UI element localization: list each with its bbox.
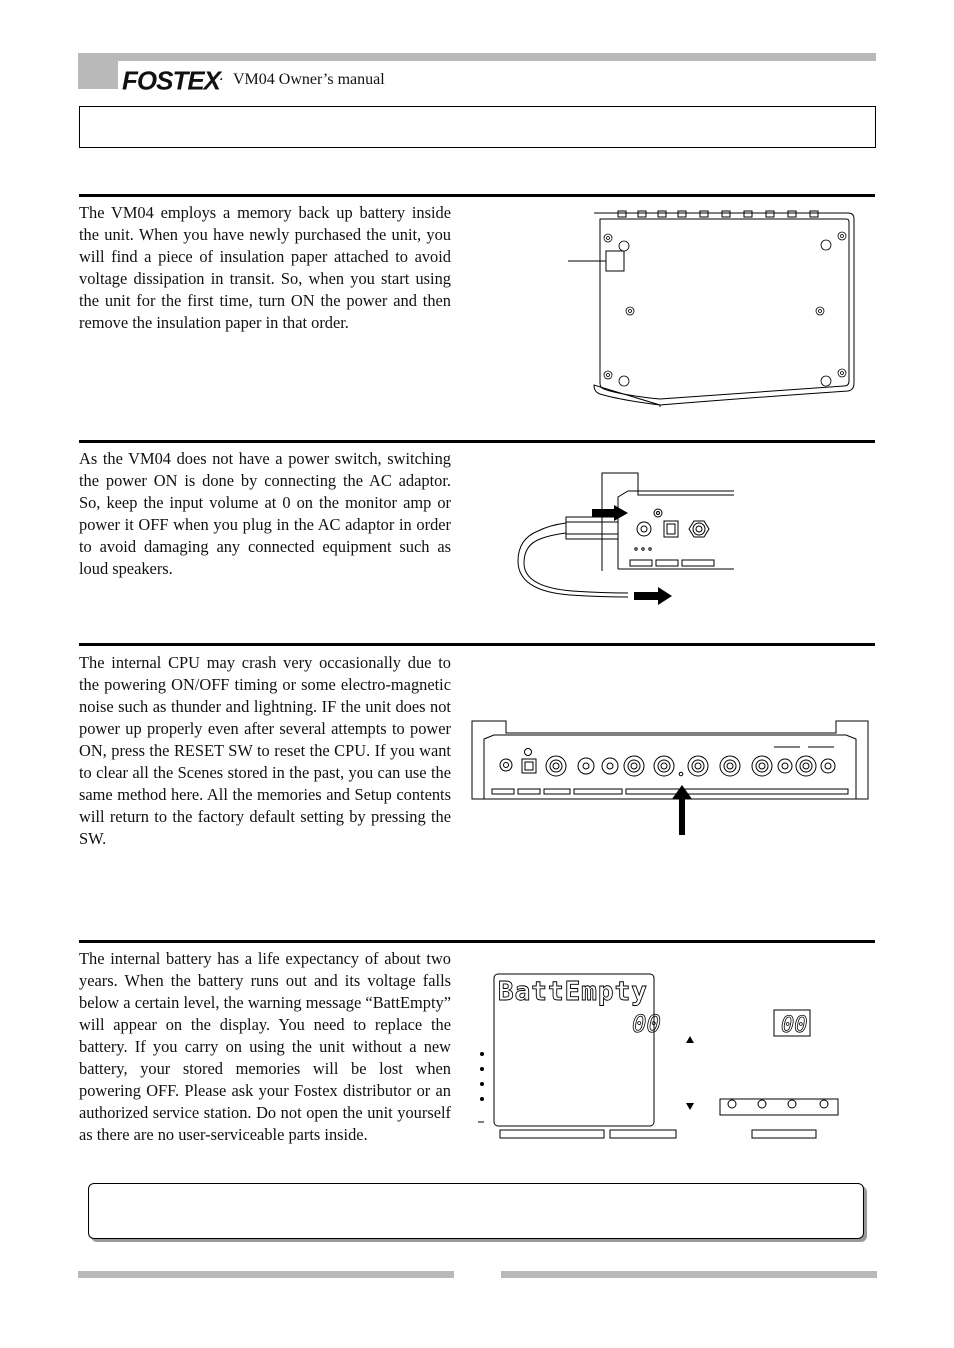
scene-led-value: 00 bbox=[781, 1013, 808, 1038]
section-text-reset: The internal CPU may crash very occasionally due to the powering ON/OFF timing or some electro-magnetic noise such as thunder and lightning. IF the unit does not power up properly even after several attempts to power ON, press the RESET SW to reset the CPU. If you want to clear all the Scenes stored in the past, you can use the same method here. All the memories and Setup contents will return to the factory default setting by pressing the SW. bbox=[79, 653, 451, 848]
section-text-battery-life: The internal battery has a life expectancy of about two years. When the battery runs out and its voltage falls below a certain level, the warning message “BattEmpty” will appear on the display. You need to replace the battery. If you carry on using the unit without a new battery, your stored memories will be lost when powering OFF. Please ask your Fostex distributor or an authorized service station. Do not open the unit yourself as there are no user-serviceable parts inside. bbox=[79, 949, 451, 1144]
rear-panel-illustration bbox=[470, 715, 872, 840]
bottom-panel-illustration bbox=[560, 205, 860, 410]
section-text-power-on: As the VM04 does not have a power switch, switching the power ON is done by connecting the AC adaptor. So, keep the input volume at 0 on the monitor amp or power it OFF when you plug in the AC adaptor in order to avoid damaging any connected equipment such as loud speakers. bbox=[79, 449, 451, 578]
chapter-title-box bbox=[79, 106, 876, 148]
ac-adaptor-illustration bbox=[510, 465, 740, 610]
brand-logo: FOSTEX. bbox=[122, 65, 223, 96]
front-panel-display-illustration bbox=[474, 968, 844, 1144]
doc-title: VM04 Owner’s manual bbox=[233, 71, 385, 88]
section-rule bbox=[79, 194, 875, 197]
section-rule bbox=[79, 643, 875, 646]
footer-bar-left bbox=[78, 1271, 454, 1278]
header-bar bbox=[78, 53, 876, 61]
footer-bar-right bbox=[501, 1271, 877, 1278]
section-rule bbox=[79, 440, 875, 443]
lcd-value: 00 bbox=[632, 1010, 661, 1038]
note-box bbox=[88, 1183, 864, 1239]
lcd-message: BattEmpty bbox=[498, 977, 648, 1007]
header-tab bbox=[78, 53, 118, 89]
section-rule bbox=[79, 940, 875, 943]
section-text-backup-battery: The VM04 employs a memory back up battery inside the unit. When you have newly purchased the unit, you will find a piece of insulation paper attached to avoid voltage dissipation in transit. So, when you start using the unit for the first time, turn ON the power and then remove the insulation paper in that order. bbox=[79, 203, 451, 332]
